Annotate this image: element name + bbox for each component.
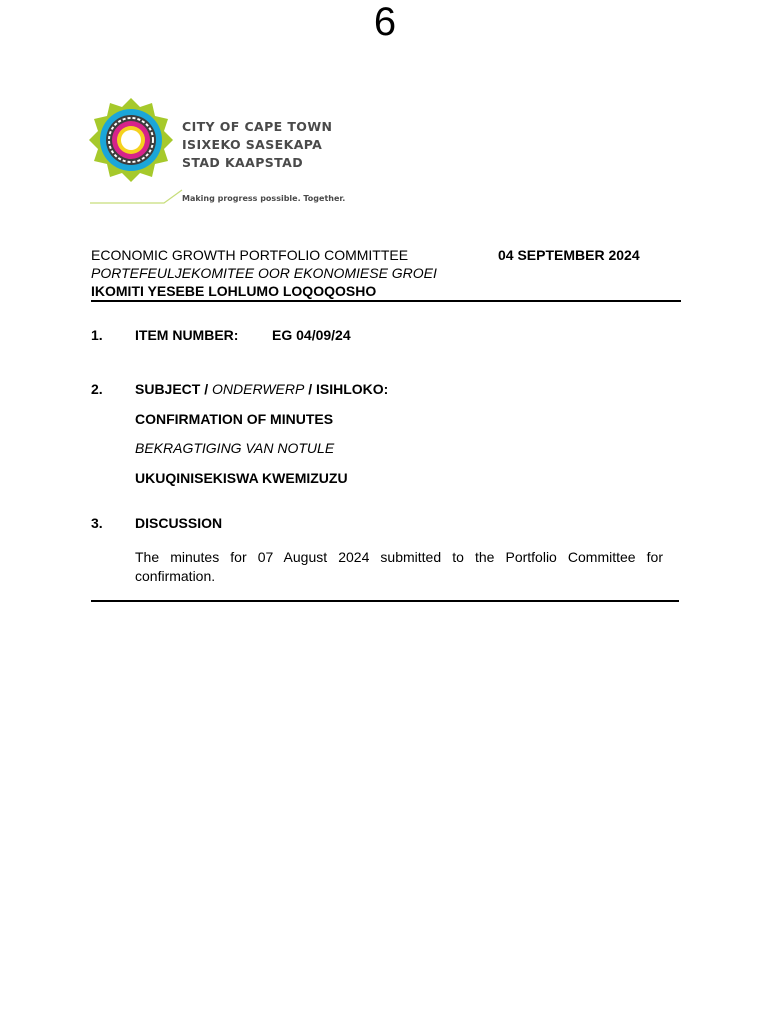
committee-name-en: ECONOMIC GROWTH PORTFOLIO COMMITTEE (91, 247, 409, 263)
subject-separator: / (304, 381, 317, 397)
subject-title-en: CONFIRMATION OF MINUTES (135, 411, 334, 427)
subject-section-number: 2. (91, 381, 103, 397)
meeting-date: 04 SEPTEMBER 2024 (498, 247, 640, 263)
discussion-heading: DISCUSSION (135, 515, 223, 531)
subject-title-xh: UKUQINISEKISWA KWEMIZUZU (135, 470, 348, 486)
logo-org-line-en: CITY OF CAPE TOWN (182, 119, 333, 134)
subject-title-af: BEKRAGTIGING VAN NOTULE (135, 440, 335, 456)
city-emblem-icon (88, 96, 178, 186)
item-number-value: EG 04/09/24 (272, 327, 351, 343)
committee-name-xh: IKOMITI YESEBE LOHLUMO LOQOQOSHO (91, 283, 377, 299)
subject-label-xh: ISIHLOKO: (316, 381, 389, 397)
logo-tagline: Making progress possible. Together. (182, 194, 346, 203)
item-section-number: 1. (91, 327, 103, 343)
header-divider (91, 300, 681, 302)
logo-org-line-af: STAD KAAPSTAD (182, 155, 303, 170)
logo-swoosh-line (88, 188, 188, 208)
subject-label-af: ONDERWERP (212, 381, 305, 397)
subject-separator: / (200, 381, 213, 397)
page-number: 6 (373, 0, 397, 44)
footer-divider (91, 600, 679, 602)
city-logo (88, 96, 348, 212)
subject-heading (135, 380, 388, 398)
committee-names (91, 246, 437, 300)
discussion-text: The minutes for 07 August 2024 submitted to the Portfolio Committee for confirmation. (135, 549, 663, 584)
logo-org-line-xh: ISIXEKO SASEKAPA (182, 137, 323, 152)
item-number-label: ITEM NUMBER: (135, 327, 239, 343)
discussion-section-number: 3. (91, 515, 103, 531)
subject-label-en: SUBJECT (135, 381, 201, 397)
logo-org-name (182, 118, 332, 172)
committee-name-af: PORTEFEULJEKOMITEE OOR EKONOMIESE GROEI (91, 265, 437, 281)
